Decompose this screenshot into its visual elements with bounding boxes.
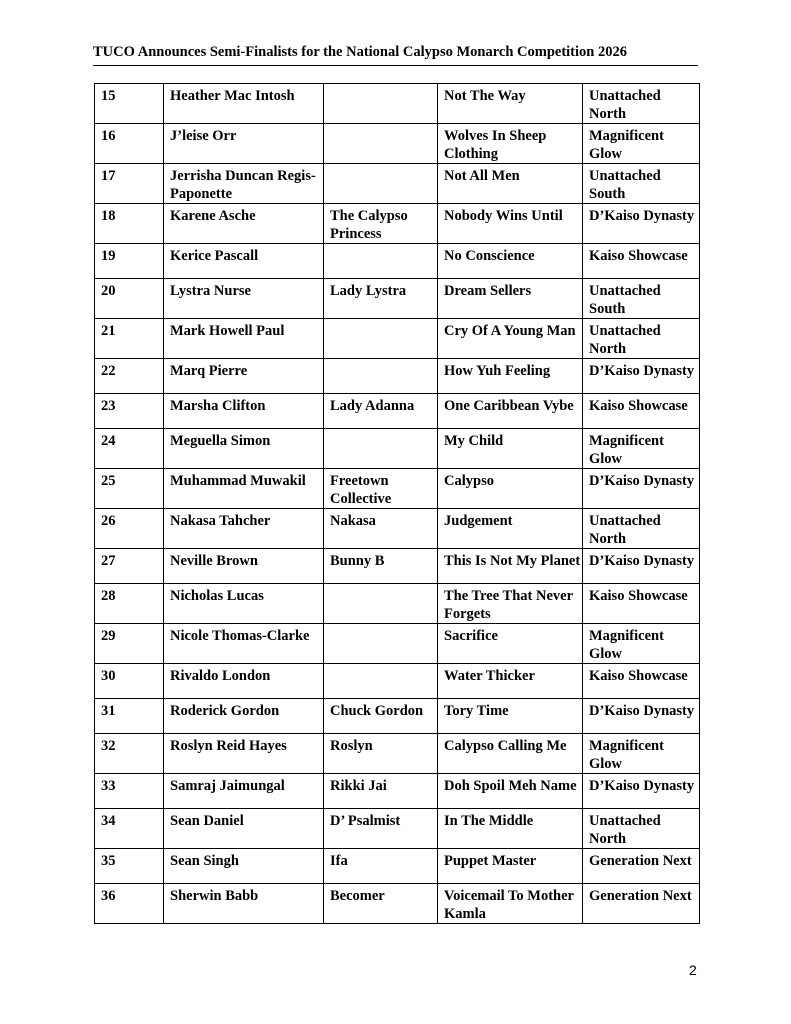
song-title-cell: How Yuh Feeling <box>438 359 583 394</box>
table-row <box>95 124 700 164</box>
name-cell: Rivaldo London <box>164 664 324 699</box>
table-row <box>95 394 700 429</box>
song-title-cell: Voicemail To Mother Kamla <box>438 884 583 924</box>
song-title-cell: Calypso <box>438 469 583 509</box>
number-cell: 20 <box>95 279 164 319</box>
name-cell: Jerrisha Duncan Regis-Paponette <box>164 164 324 204</box>
tent-cell: Magnificent Glow <box>583 624 700 664</box>
stage-name-cell: Lady Lystra <box>324 279 438 319</box>
name-cell: Sherwin Babb <box>164 884 324 924</box>
number-cell: 27 <box>95 549 164 584</box>
table-row <box>95 469 700 509</box>
number-cell: 34 <box>95 809 164 849</box>
number-cell: 15 <box>95 84 164 124</box>
name-cell: Roderick Gordon <box>164 699 324 734</box>
table-row <box>95 849 700 884</box>
table-row <box>95 359 700 394</box>
song-title-cell: The Tree That Never Forgets <box>438 584 583 624</box>
number-cell: 17 <box>95 164 164 204</box>
name-cell: Roslyn Reid Hayes <box>164 734 324 774</box>
table-body <box>95 84 700 924</box>
stage-name-cell: D’ Psalmist <box>324 809 438 849</box>
song-title-cell: Sacrifice <box>438 624 583 664</box>
table-row <box>95 429 700 469</box>
table-row <box>95 84 700 124</box>
song-title-cell: My Child <box>438 429 583 469</box>
table-row <box>95 279 700 319</box>
name-cell: Nicholas Lucas <box>164 584 324 624</box>
name-cell: Neville Brown <box>164 549 324 584</box>
stage-name-cell <box>324 164 438 204</box>
table-row <box>95 809 700 849</box>
tent-cell: Unattached South <box>583 279 700 319</box>
name-cell: Marsha Clifton <box>164 394 324 429</box>
tent-cell: Unattached South <box>583 164 700 204</box>
name-cell: Meguella Simon <box>164 429 324 469</box>
number-cell: 16 <box>95 124 164 164</box>
number-cell: 29 <box>95 624 164 664</box>
song-title-cell: Judgement <box>438 509 583 549</box>
number-cell: 24 <box>95 429 164 469</box>
number-cell: 18 <box>95 204 164 244</box>
stage-name-cell: Rikki Jai <box>324 774 438 809</box>
song-title-cell: One Caribbean Vybe <box>438 394 583 429</box>
song-title-cell: Calypso Calling Me <box>438 734 583 774</box>
table-row <box>95 699 700 734</box>
tent-cell: Kaiso Showcase <box>583 394 700 429</box>
stage-name-cell: Ifa <box>324 849 438 884</box>
name-cell: Nicole Thomas-Clarke <box>164 624 324 664</box>
number-cell: 32 <box>95 734 164 774</box>
stage-name-cell: Lady Adanna <box>324 394 438 429</box>
stage-name-cell: Bunny B <box>324 549 438 584</box>
tent-cell: D’Kaiso Dynasty <box>583 204 700 244</box>
name-cell: Sean Daniel <box>164 809 324 849</box>
table-row <box>95 244 700 279</box>
name-cell: Lystra Nurse <box>164 279 324 319</box>
stage-name-cell: Roslyn <box>324 734 438 774</box>
stage-name-cell <box>324 584 438 624</box>
stage-name-cell <box>324 244 438 279</box>
song-title-cell: This Is Not My Planet <box>438 549 583 584</box>
tent-cell: Generation Next <box>583 849 700 884</box>
stage-name-cell: Freetown Collective <box>324 469 438 509</box>
stage-name-cell <box>324 84 438 124</box>
name-cell: Samraj Jaimungal <box>164 774 324 809</box>
song-title-cell: Dream Sellers <box>438 279 583 319</box>
number-cell: 31 <box>95 699 164 734</box>
number-cell: 21 <box>95 319 164 359</box>
tent-cell: D’Kaiso Dynasty <box>583 549 700 584</box>
tent-cell: Generation Next <box>583 884 700 924</box>
stage-name-cell: The Calypso Princess <box>324 204 438 244</box>
tent-cell: Magnificent Glow <box>583 734 700 774</box>
song-title-cell: Not The Way <box>438 84 583 124</box>
header-divider <box>93 65 698 66</box>
tent-cell: Kaiso Showcase <box>583 244 700 279</box>
song-title-cell: Water Thicker <box>438 664 583 699</box>
stage-name-cell: Chuck Gordon <box>324 699 438 734</box>
song-title-cell: No Conscience <box>438 244 583 279</box>
stage-name-cell <box>324 359 438 394</box>
song-title-cell: Cry Of A Young Man <box>438 319 583 359</box>
table-row <box>95 664 700 699</box>
song-title-cell: Puppet Master <box>438 849 583 884</box>
song-title-cell: Doh Spoil Meh Name <box>438 774 583 809</box>
song-title-cell: Wolves In Sheep Clothing <box>438 124 583 164</box>
tent-cell: D’Kaiso Dynasty <box>583 699 700 734</box>
song-title-cell: In The Middle <box>438 809 583 849</box>
tent-cell: Unattached North <box>583 84 700 124</box>
name-cell: Muhammad Muwakil <box>164 469 324 509</box>
number-cell: 36 <box>95 884 164 924</box>
table-row <box>95 319 700 359</box>
tent-cell: D’Kaiso Dynasty <box>583 774 700 809</box>
stage-name-cell: Becomer <box>324 884 438 924</box>
song-title-cell: Not All Men <box>438 164 583 204</box>
number-cell: 28 <box>95 584 164 624</box>
number-cell: 30 <box>95 664 164 699</box>
song-title-cell: Tory Time <box>438 699 583 734</box>
table-row <box>95 204 700 244</box>
tent-cell: D’Kaiso Dynasty <box>583 469 700 509</box>
number-cell: 23 <box>95 394 164 429</box>
table-row <box>95 164 700 204</box>
page-number: 2 <box>689 962 697 978</box>
number-cell: 25 <box>95 469 164 509</box>
table-row <box>95 734 700 774</box>
table-row <box>95 774 700 809</box>
name-cell: Karene Asche <box>164 204 324 244</box>
name-cell: Nakasa Tahcher <box>164 509 324 549</box>
name-cell: Heather Mac Intosh <box>164 84 324 124</box>
tent-cell: Magnificent Glow <box>583 124 700 164</box>
tent-cell: Magnificent Glow <box>583 429 700 469</box>
name-cell: Marq Pierre <box>164 359 324 394</box>
song-title-cell: Nobody Wins Until <box>438 204 583 244</box>
number-cell: 35 <box>95 849 164 884</box>
name-cell: Kerice Pascall <box>164 244 324 279</box>
stage-name-cell <box>324 319 438 359</box>
table-row <box>95 584 700 624</box>
tent-cell: Kaiso Showcase <box>583 664 700 699</box>
stage-name-cell <box>324 429 438 469</box>
stage-name-cell <box>324 624 438 664</box>
number-cell: 33 <box>95 774 164 809</box>
table-row <box>95 549 700 584</box>
tent-cell: Kaiso Showcase <box>583 584 700 624</box>
page-title: TUCO Announces Semi-Finalists for the National Calypso Monarch Competition 2026 <box>93 44 627 60</box>
tent-cell: D’Kaiso Dynasty <box>583 359 700 394</box>
number-cell: 22 <box>95 359 164 394</box>
stage-name-cell: Nakasa <box>324 509 438 549</box>
semi-finalists-table <box>94 83 700 924</box>
tent-cell: Unattached North <box>583 319 700 359</box>
table-row <box>95 624 700 664</box>
stage-name-cell <box>324 124 438 164</box>
stage-name-cell <box>324 664 438 699</box>
number-cell: 19 <box>95 244 164 279</box>
table-row <box>95 884 700 924</box>
number-cell: 26 <box>95 509 164 549</box>
tent-cell: Unattached North <box>583 809 700 849</box>
tent-cell: Unattached North <box>583 509 700 549</box>
table-row <box>95 509 700 549</box>
name-cell: J’leise Orr <box>164 124 324 164</box>
name-cell: Mark Howell Paul <box>164 319 324 359</box>
name-cell: Sean Singh <box>164 849 324 884</box>
